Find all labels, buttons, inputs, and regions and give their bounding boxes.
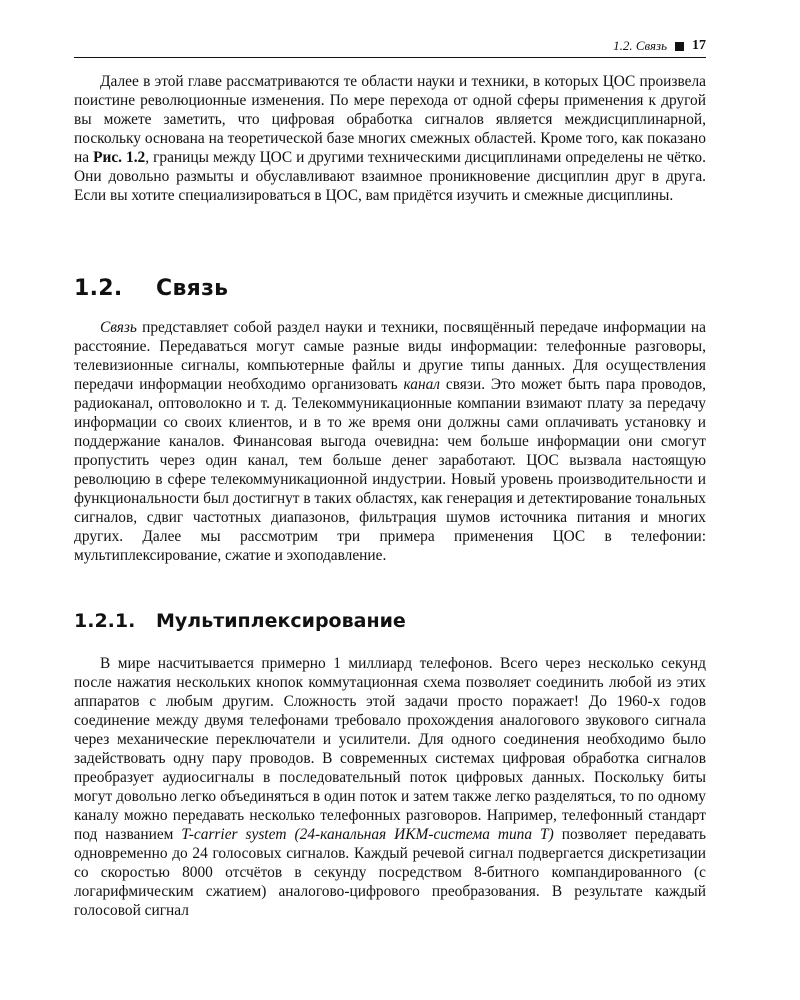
- term-communication: Связь: [100, 319, 137, 336]
- subsection-number: 1.2.1.: [74, 610, 136, 632]
- communication-text-2: связи. Это может быть пара проводов, радиоканал, оптоволокно и т. д. Телекоммуникационные компании взимают плату за передачу информации со своих клиентов, и в то же время они должны сами оплачивать установку и поддержание каналов. Финансовая выгода очевидна: чем больше информации они смогут пропустить через один канал, тем больше денег заработают. ЦОС вызвала настоящую революцию в сфере телекоммуникационной индустрии. Новый уровень производительности и функциональности был достигнут в таких областях, как генерация и детектирование тональных сигналов, сдвиг частотных диапазонов, фильтрация шумов источника питания и многих других. Далее мы рассмотрим три примера применения ЦОС в телефонии: мультиплексирование, сжатие и эхоподавление.: [74, 376, 706, 564]
- intro-text-1: Далее в этой главе рассматриваются те области науки и техники, в которых ЦОС произвела поистине революционные изменения. По мере перехода от одной сферы применения к другой вы можете заметить, что цифровая обработка сигналов является междисциплинарной, поскольку основана на теоретической базе многих смежных областей. Кроме того, как показано на: [74, 73, 706, 166]
- figure-reference: Рис. 1.2: [93, 149, 146, 166]
- running-header: [74, 34, 706, 58]
- term-t-carrier: T-carrier system (24-канальная ИКМ-система типа T): [181, 826, 554, 843]
- subsection-heading: [74, 610, 406, 632]
- multiplexing-paragraph: [74, 654, 706, 920]
- multiplexing-text-2: позволяет передавать одновременно до 24 голосовых сигналов. Каждый речевой сигнал подвергается дискретизации со скоростью 8000 отсчётов в секунду посредством 8-битного компандированного (с логарифмическим сжатием) аналогово-цифрового преобразования. В результате каждый голосовой сигнал: [74, 826, 706, 919]
- page-number: 17: [692, 38, 706, 53]
- section-number: 1.2.: [74, 276, 123, 301]
- section-heading: [74, 276, 228, 301]
- intro-paragraph: [74, 72, 706, 205]
- square-bullet-icon: [675, 42, 684, 51]
- term-channel: канал: [403, 376, 441, 393]
- section-title: Связь: [156, 276, 229, 301]
- subsection-title: Мультиплексирование: [156, 610, 406, 632]
- book-page: [74, 0, 706, 1000]
- running-header-section: 1.2. Связь: [613, 38, 667, 53]
- communication-paragraph: [74, 318, 706, 565]
- intro-text-2: , границы между ЦОС и другими техническими дисциплинами определены не чётко. Они довольно размыты и обуславливают взаимное проникновение дисциплин друг в друга. Если вы хотите специализироваться в ЦОС, вам придётся изучить и смежные дисциплины.: [74, 149, 706, 204]
- communication-text-1: представляет собой раздел науки и техники, посвящённый передаче информации на расстояние. Передаваться могут самые разные виды информации: телефонные разговоры, телевизионные сигналы, компьютерные файлы и другие типы данных. Для осуществления передачи информации необходимо организовать: [74, 319, 706, 393]
- multiplexing-text-1: В мире насчитывается примерно 1 миллиард телефонов. Всего через несколько секунд после нажатия нескольких кнопок коммутационная схема позволяет соединить любой из этих аппаратов с любым другим. Сложность этой задачи просто поражает! До 1960-х годов соединение между двумя телефонами требовало прохождения аналогового звукового сигнала через механические переключатели и усилители. Для одного соединения необходимо было задействовать одну пару проводов. В современных системах цифровая обработка сигналов преобразует аудиосигналы в последовательный поток цифровых данных. Поскольку биты могут довольно легко объединяться в один поток и затем также легко разделяться, то по одному каналу можно передавать несколько телефонных разговоров. Например, телефонный стандарт под названием: [74, 655, 706, 843]
